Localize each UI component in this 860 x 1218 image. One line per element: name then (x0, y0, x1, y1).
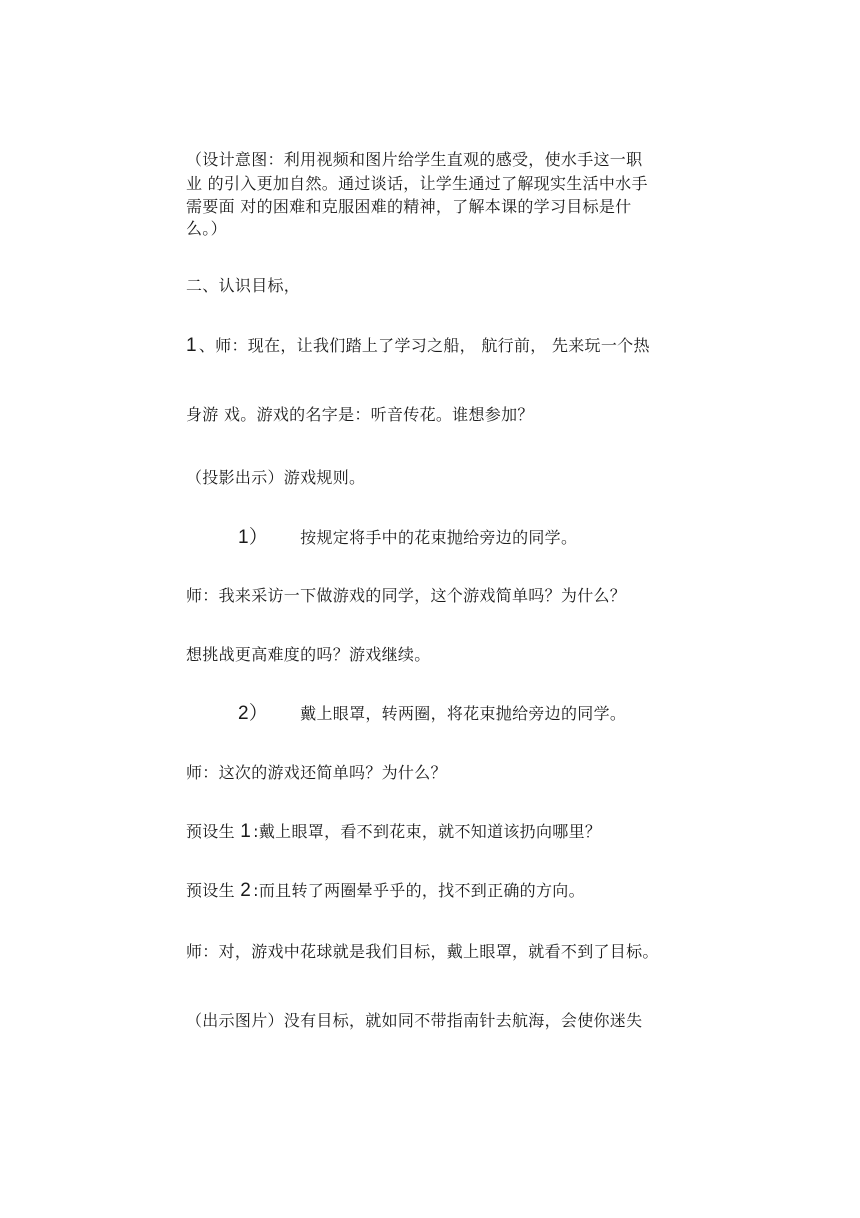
rule-2-text: 戴上眼罩，转两圈，将花束抛给旁边的同学。 (300, 704, 627, 723)
rules-intro: （投影出示）游戏规则。 (186, 468, 366, 487)
teacher-response: 师：对，游戏中花球就是我们目标，戴上眼罩，就看不到了目标。 (186, 942, 659, 961)
paragraph-1-text-a: 、师：现在，让我们踏上了学习之船， 航行前， 先来玩一个热 (198, 336, 650, 355)
rule-1 (238, 528, 577, 548)
rule-1-text: 按规定将手中的花束抛给旁边的同学。 (300, 528, 578, 547)
preset-1-number: 1 (240, 821, 252, 842)
preset-2-prefix: 预设生 (186, 881, 235, 900)
paragraph-1-line-1 (186, 336, 650, 356)
preset-1-text: :戴上眼罩，看不到花束，就不知道该扔向哪里？ (253, 822, 602, 841)
teacher-question-2: 师：这次的游戏还简单吗？为什么？ (186, 763, 447, 782)
paragraph-1-number: 1 (186, 335, 197, 356)
challenge-line: 想挑战更高难度的吗？游戏继续。 (186, 645, 431, 664)
preset-answer-1 (186, 822, 601, 842)
design-note-line-1: （设计意图：利用视频和图片给学生直观的感受，使水手这一职 (186, 150, 643, 169)
section-heading: 二、认识目标， (186, 276, 301, 295)
teacher-question-1: 师：我来采访一下做游戏的同学，这个游戏简单吗？为什么？ (186, 586, 627, 605)
rule-2 (238, 704, 626, 724)
preset-2-text: :而且转了两圈晕乎乎的，找不到正确的方向。 (253, 881, 585, 900)
paragraph-1-line-2: 身游 戏。游戏的名字是：听音传花。谁想参加？ (186, 405, 534, 424)
preset-2-number: 2 (240, 880, 252, 901)
design-note-line-3: 需要面 对的困难和克服困难的精神，了解本课的学习目标是什 (186, 197, 632, 216)
rule-2-number: 2） (238, 703, 269, 724)
design-note-line-4: 么。） (186, 219, 227, 238)
design-note-line-2: 业 的引入更加自然。通过谈话，让学生通过了解现实生活中水手 (186, 174, 648, 193)
last-paragraph: （出示图片）没有目标，就如同不带指南针去航海，会使你迷失 (186, 1011, 643, 1030)
rule-1-number: 1） (238, 527, 269, 548)
preset-1-prefix: 预设生 (186, 822, 235, 841)
preset-answer-2 (186, 881, 585, 901)
